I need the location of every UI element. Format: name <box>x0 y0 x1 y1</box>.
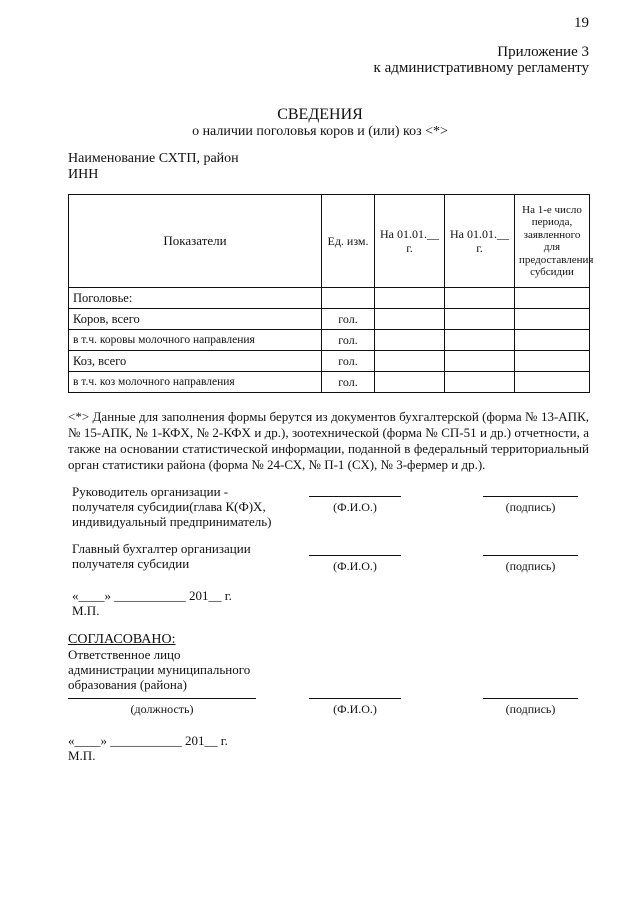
appendix-line-1: Приложение 3 <box>497 44 589 60</box>
table-row <box>69 288 590 309</box>
header-date-1: На 01.01.__ г. <box>375 195 445 288</box>
row-unit: гол. <box>322 372 375 393</box>
head-signature-caption: (подпись) <box>505 500 556 514</box>
org-name-label: Наименование СХТП, район <box>68 151 239 166</box>
agreed-fio-line <box>309 698 401 699</box>
agreed-signature-line <box>483 698 578 699</box>
row-unit <box>322 288 375 309</box>
inn-label: ИНН <box>68 167 99 182</box>
accountant-label-1: Главный бухгалтер организации <box>72 541 251 556</box>
accountant-fio-caption: (Ф.И.О.) <box>333 559 377 573</box>
page-number: 19 <box>574 15 589 31</box>
row-cell <box>515 372 590 393</box>
agreed-line-1: Ответственное лицо <box>68 647 181 662</box>
row-cell <box>375 288 445 309</box>
agreed-signature-caption: (подпись) <box>505 702 556 716</box>
accountant-signature-line <box>483 555 578 556</box>
row-cell <box>375 309 445 330</box>
row-cell <box>445 372 515 393</box>
table-row <box>69 330 590 351</box>
row-unit: гол. <box>322 351 375 372</box>
head-label-3: индивидуальный предприниматель) <box>72 514 272 529</box>
row-unit: гол. <box>322 309 375 330</box>
livestock-table <box>68 194 594 393</box>
head-label-2: получателя субсидии(глава К(Ф)Х, <box>72 499 266 514</box>
row-cell <box>515 330 590 351</box>
accountant-fio-line <box>309 555 401 556</box>
appendix-line-2: к административному регламенту <box>373 60 589 76</box>
table-row <box>69 351 590 372</box>
agreed-line-3: образования (района) <box>68 677 187 692</box>
row-unit: гол. <box>322 330 375 351</box>
row-cell <box>445 288 515 309</box>
row-cell <box>515 309 590 330</box>
header-date-2: На 01.01.__ г. <box>445 195 515 288</box>
document-title: СВЕДЕНИЯ <box>277 106 363 123</box>
head-label-1: Руководитель организации - <box>72 484 229 499</box>
agreed-heading: СОГЛАСОВАНО: <box>68 632 176 647</box>
header-indicator: Показатели <box>69 195 322 288</box>
row-cell <box>375 372 445 393</box>
row-cell <box>515 351 590 372</box>
accountant-label-2: получателя субсидии <box>72 556 190 571</box>
head-fio-caption: (Ф.И.О.) <box>333 500 377 514</box>
row-label: Коров, всего <box>69 309 322 330</box>
row-cell <box>515 288 590 309</box>
row-cell <box>375 351 445 372</box>
row-cell <box>375 330 445 351</box>
row-label: Поголовье: <box>69 288 322 309</box>
row-cell <box>445 351 515 372</box>
position-caption: (должность) <box>130 702 194 716</box>
footnote: <*> Данные для заполнения формы берутся из документов бухгалтерской (форма № 13-АПК, № 15-АПК, № 1-КФХ, № 2-КФХ и др.), зоотехнической (форма № СП-51 и др.) отчетности, а также на основании статистической информации, поданной в федеральный территориальный орган статистики района (форма № 24-СХ, № П-1 (СХ), № 3-фермер и др.). <box>68 409 589 472</box>
stamp-label-2: М.П. <box>68 748 96 763</box>
date-line-2: «____» ___________ 201__ г. <box>68 733 228 748</box>
document-subtitle: о наличии поголовья коров и (или) коз <*> <box>192 124 448 139</box>
position-line <box>68 698 256 699</box>
head-fio-line <box>309 496 401 497</box>
accountant-signature-caption: (подпись) <box>505 559 556 573</box>
agreed-fio-caption: (Ф.И.О.) <box>333 702 377 716</box>
table-row <box>69 372 590 393</box>
row-label: Коз, всего <box>69 351 322 372</box>
row-cell <box>445 330 515 351</box>
stamp-label-1: М.П. <box>72 603 100 618</box>
row-label: в т.ч. коз молочного направления <box>69 372 322 393</box>
date-line-1: «____» ___________ 201__ г. <box>72 588 232 603</box>
header-unit: Ед. изм. <box>322 195 375 288</box>
row-cell <box>445 309 515 330</box>
table-row <box>69 309 590 330</box>
agreed-line-2: администрации муниципального <box>68 662 251 677</box>
header-period: На 1-е число периода, заявленного для предоставления субсидии <box>515 195 590 288</box>
row-label: в т.ч. коровы молочного направления <box>69 330 322 351</box>
head-signature-line <box>483 496 578 497</box>
table-header-row <box>69 195 590 288</box>
